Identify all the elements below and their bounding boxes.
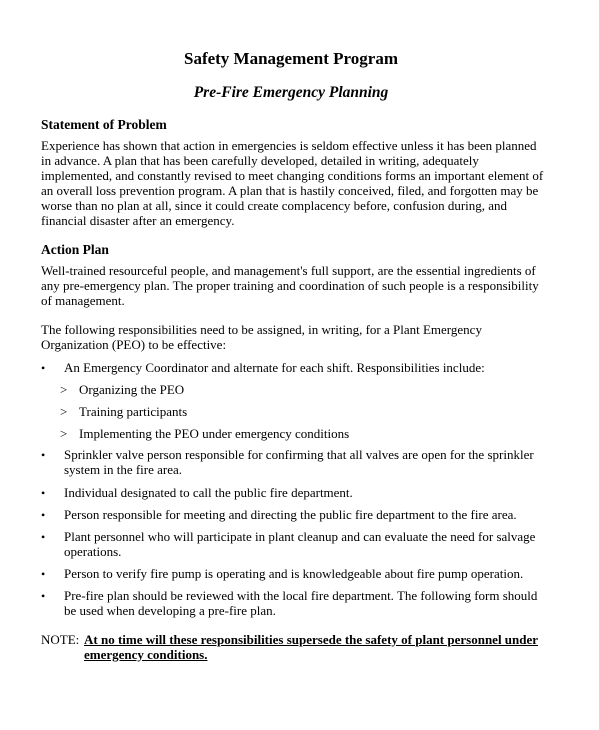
responsibility-line: The following responsibilities need to be assigned, in writing, for a Plant Emergency (41, 322, 482, 337)
statement-heading: Statement of Problem (41, 117, 167, 132)
sub-item-text: Implementing the PEO under emergency conditions (79, 426, 350, 441)
bullet-line: system in the fire area. (64, 462, 183, 477)
bullet-item-text: An Emergency Coordinator and alternate for each shift. Responsibilities include: (64, 360, 485, 375)
note-line: emergency conditions. (84, 647, 208, 662)
bullet-item-text (64, 588, 537, 618)
bullet-icon: • (41, 530, 46, 544)
note-text (84, 632, 538, 662)
statement-line: an overall loss prevention program. A plan that is hastily conceived, filed, and forgotten may be (41, 183, 539, 198)
bullet-item-text (64, 447, 534, 477)
action-plan-heading: Action Plan (41, 242, 109, 257)
bullet-icon: • (41, 508, 46, 522)
bullet-line: Sprinkler valve person responsible for confirming that all valves are open for the sprinkler (64, 447, 534, 462)
statement-line: implemented, and constantly revised to meet changing conditions forms an important element of (41, 168, 544, 183)
intro-line: any pre-emergency plan. The proper training and coordination of such people is a responsibility (41, 278, 539, 293)
responsibilities-intro (41, 322, 482, 352)
statement-paragraph (41, 138, 543, 228)
responsibility-line: Organization (PEO) to be effective: (41, 337, 227, 352)
bullet-item-text: Person responsible for meeting and directing the public fire department to the fire area. (64, 507, 517, 522)
bullet-icon: • (41, 589, 46, 603)
action-plan-intro (41, 263, 539, 308)
bullet-item-text: Individual designated to call the public fire department. (64, 485, 353, 500)
statement-line: worse than no plan at all, since it could create complacency before, confusion during, and (41, 198, 508, 213)
bullet-item-text: Person to verify fire pump is operating and is knowledgeable about fire pump operation. (64, 566, 524, 581)
bullet-icon: • (41, 361, 46, 375)
document-subtitle: Pre-Fire Emergency Planning (193, 84, 389, 101)
document-title: Safety Management Program (183, 49, 399, 68)
bullet-icon: • (41, 448, 46, 462)
statement-line: financial disaster after an emergency. (41, 213, 235, 228)
bullet-line: Pre-fire plan should be reviewed with the local fire department. The following form should (64, 588, 538, 603)
statement-line: Experience has shown that action in emergencies is seldom effective unless it has been planned (41, 138, 537, 153)
bullet-line: operations. (64, 544, 122, 559)
bullet-line: Plant personnel who will participate in plant cleanup and can evaluate the need for salvage (64, 529, 536, 544)
intro-line: Well-trained resourceful people, and management's full support, are the essential ingredients of (41, 263, 536, 278)
sub-bullet-icon: > (60, 404, 68, 419)
statement-line: in advance. A plan that has been carefully developed, detailed in writing, adequately (41, 153, 479, 168)
bullet-icon: • (41, 486, 46, 500)
sub-item-text: Training participants (79, 404, 188, 419)
sub-bullet-icon: > (60, 382, 68, 397)
bullet-item-text (64, 529, 535, 559)
sub-item-text: Organizing the PEO (79, 382, 185, 397)
sub-bullet-icon: > (60, 426, 68, 441)
bullet-line: be used when developing a pre-fire plan. (64, 603, 276, 618)
note-label: NOTE: (41, 632, 80, 647)
bullet-icon: • (41, 567, 46, 581)
intro-line: of management. (41, 293, 125, 308)
note-line: At no time will these responsibilities supersede the safety of plant personnel under (84, 632, 539, 647)
